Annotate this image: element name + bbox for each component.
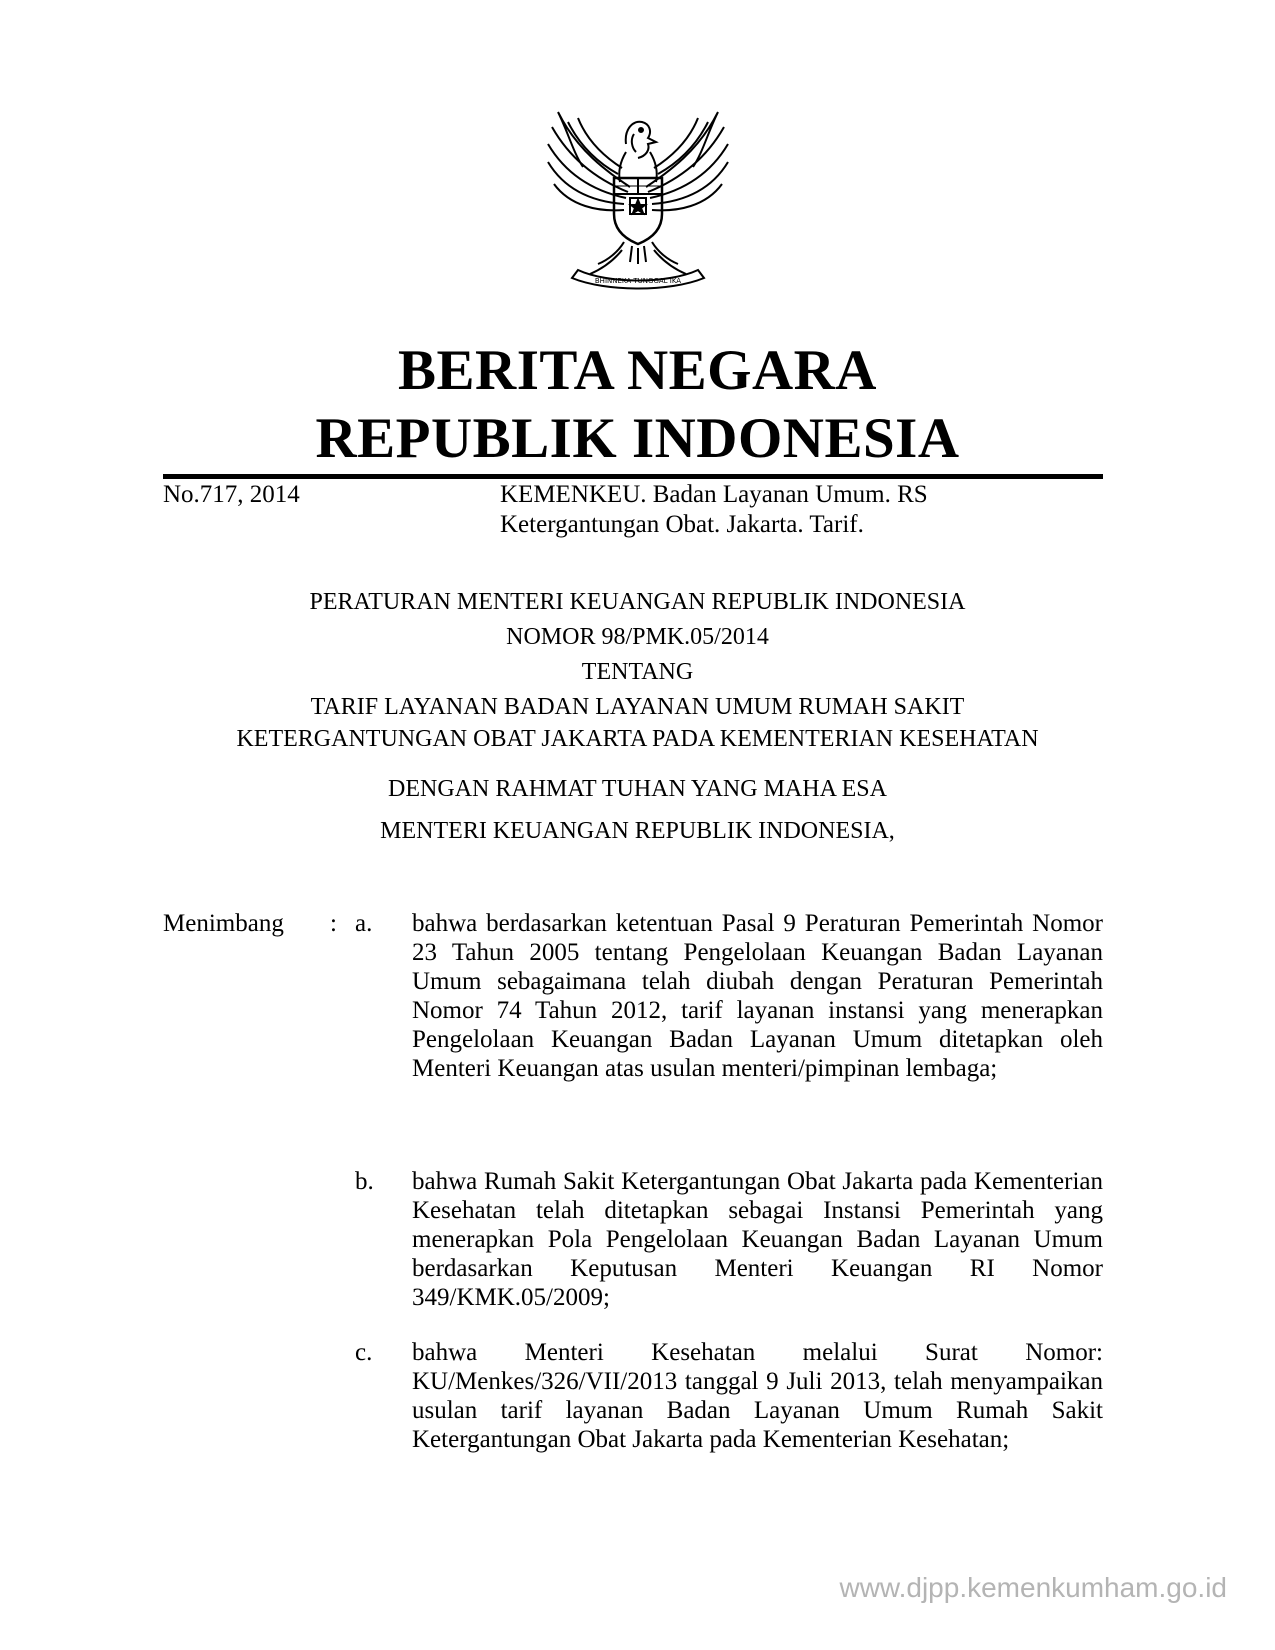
- regulation-subject-line1: TARIF LAYANAN BADAN LAYANAN UMUM RUMAH SAKIT: [310, 694, 965, 720]
- regulation-number: NOMOR 98/PMK.05/2014: [506, 624, 769, 650]
- gazette-subject-line2: Ketergantungan Obat. Jakarta. Tarif.: [500, 511, 864, 538]
- preamble-minister: MENTERI KEUANGAN REPUBLIK INDONESIA,: [380, 818, 895, 844]
- header-divider: [163, 474, 1103, 479]
- preamble-invocation: DENGAN RAHMAT TUHAN YANG MAHA ESA: [388, 776, 887, 802]
- regulation-title: PERATURAN MENTERI KEUANGAN REPUBLIK INDONESIA: [309, 589, 966, 615]
- regulation-subject-line2: KETERGANTUNGAN OBAT JAKARTA PADA KEMENTERIAN KESEHATAN: [236, 726, 1039, 752]
- gazette-number: No.717, 2014: [163, 481, 300, 508]
- considering-item-b-text: bahwa Rumah Sakit Ketergantungan Obat Jakarta pada Kementerian Kesehatan telah ditetapkan sebagai Instansi Pemerintah yang menerapkan Pola Pengelolaan Keuangan Badan Layanan Umum berdasarkan Keputusan Menteri Keuangan RI Nomor 349/KMK.05/2009;: [412, 1168, 1103, 1311]
- considering-colon: :: [330, 910, 337, 937]
- gazette-title-line1: BERITA NEGARA: [398, 339, 877, 402]
- garuda-pancasila-emblem: [538, 92, 738, 292]
- emblem-motto: BHINNEKA TUNGGAL IKA: [594, 277, 682, 285]
- source-watermark: www.djpp.kemenkumham.go.id: [839, 1572, 1227, 1603]
- considering-item-c-letter: c.: [355, 1339, 373, 1366]
- considering-item-c-text: bahwa Menteri Kesehatan melalui Surat Nomor: KU/Menkes/326/VII/2013 tanggal 9 Juli 2013, telah menyampaikan usulan tarif layanan Badan Layanan Umum Rumah Sakit Ketergantungan Obat Jakarta pada Kementerian Kesehatan;: [412, 1339, 1103, 1453]
- considering-item-b-letter: b.: [355, 1168, 374, 1195]
- considering-item-a-letter: a.: [355, 910, 373, 937]
- considering-item-a-text: bahwa berdasarkan ketentuan Pasal 9 Peraturan Pemerintah Nomor 23 Tahun 2005 tentang Pengelolaan Keuangan Badan Layanan Umum sebagaimana telah diubah dengan Peraturan Pemerintah Nomor 74 Tahun 2012, tarif layanan instansi yang menerapkan Pengelolaan Keuangan Badan Layanan Umum ditetapkan oleh Menteri Keuangan atas usulan menteri/pimpinan lembaga;: [412, 910, 1103, 1082]
- regulation-tentang: TENTANG: [581, 659, 694, 685]
- gazette-subject: [500, 480, 1103, 540]
- gazette-subject-line1: KEMENKEU. Badan Layanan Umum. RS: [500, 481, 928, 508]
- gazette-title-line2: REPUBLIK INDONESIA: [315, 407, 960, 470]
- considering-label: Menimbang: [163, 910, 284, 937]
